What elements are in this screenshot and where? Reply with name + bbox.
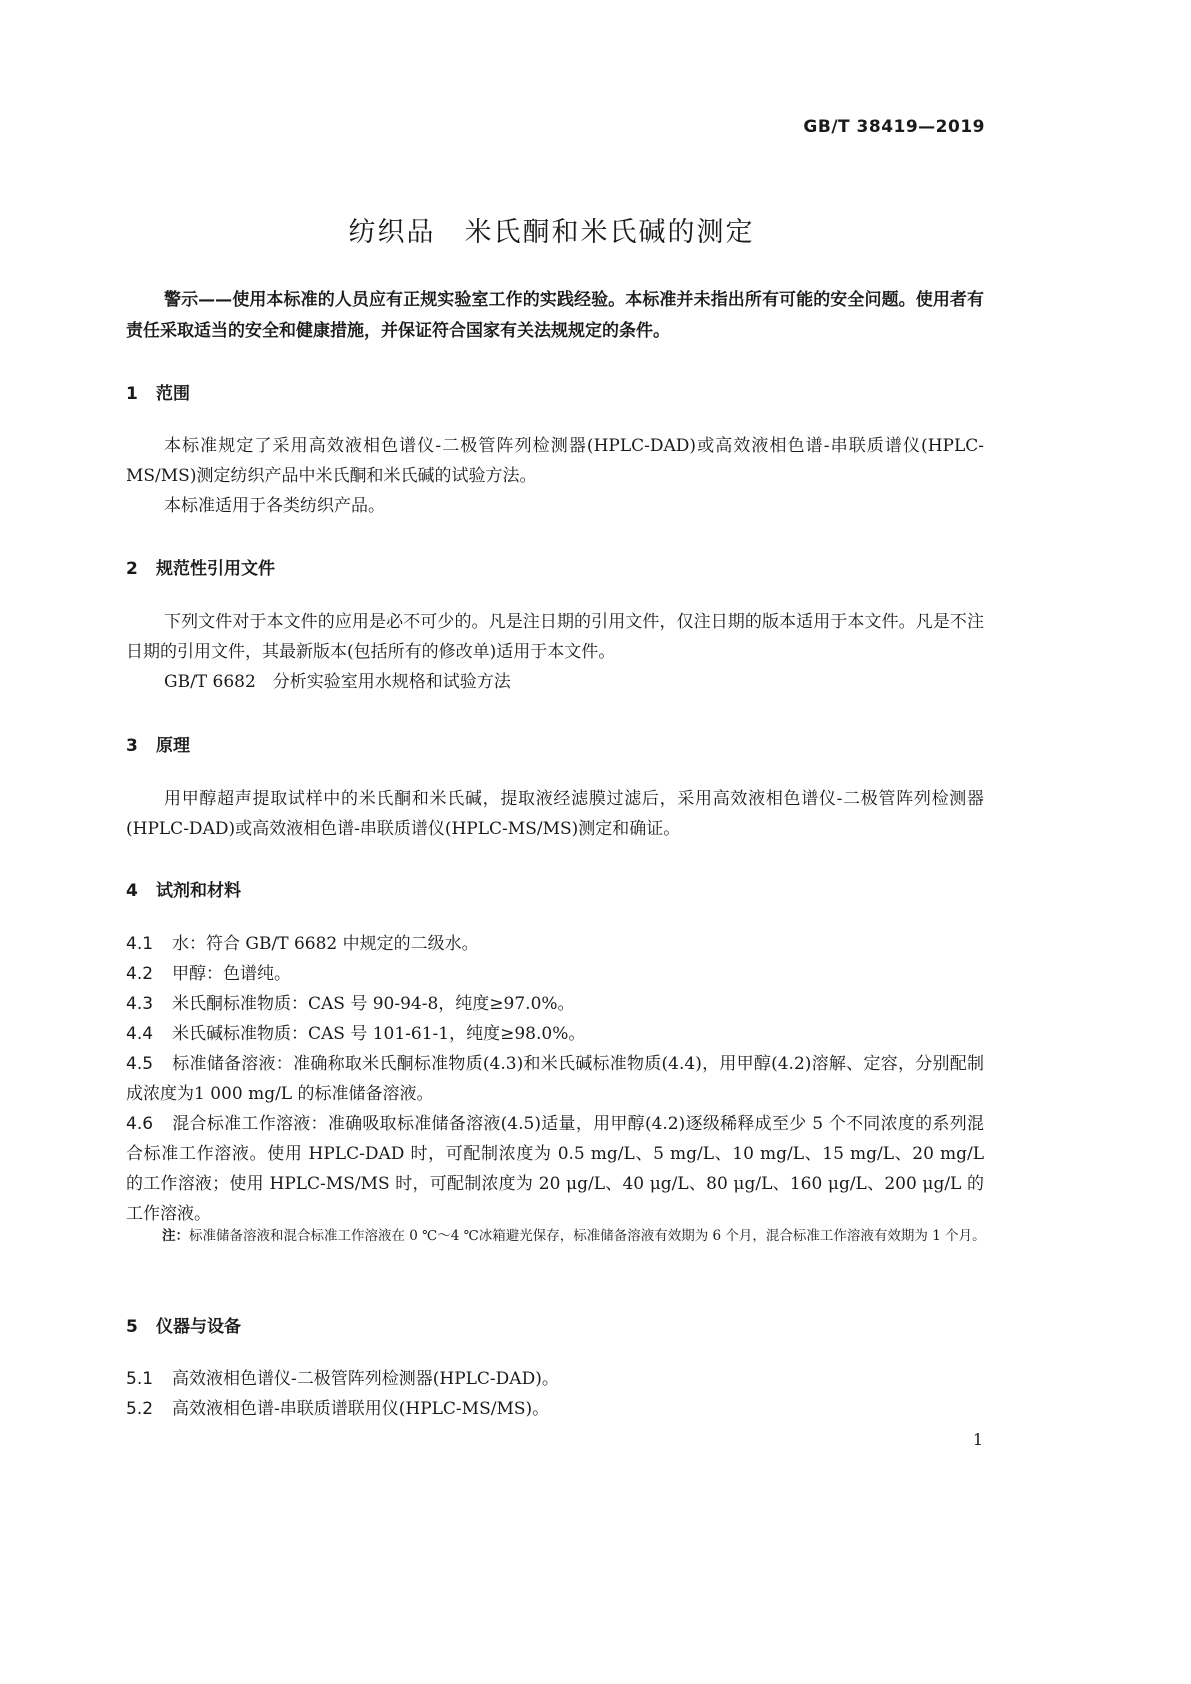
section-number: 3: [126, 736, 138, 756]
section-5-body: [126, 1364, 984, 1424]
section-number: 2: [126, 559, 138, 579]
section-2-body: [126, 607, 984, 697]
paragraph: 下列文件对于本文件的应用是必不可少的。凡是注日期的引用文件，仅注日期的版本适用于本文件。凡是不注日期的引用文件，其最新版本(包括所有的修改单)适用于本文件。: [126, 612, 984, 662]
item-number: 4.3: [126, 994, 154, 1014]
item-text: 米氏酮标准物质：CAS 号 90-94-8，纯度≥97.0%。: [172, 994, 575, 1014]
list-item: [126, 1364, 984, 1394]
section-1-body: [126, 431, 984, 521]
item-text: 水：符合 GB/T 6682 中规定的二级水。: [172, 934, 479, 954]
section-heading-5: [126, 1312, 241, 1337]
document-title: 纺织品 米氏酮和米氏碱的测定: [348, 217, 755, 248]
note-label: 注：: [162, 1228, 189, 1244]
list-item: [126, 989, 984, 1019]
item-number: 4.5: [126, 1054, 154, 1074]
section-heading-2: [126, 554, 275, 579]
item-number: 4.2: [126, 964, 154, 984]
section-number: 5: [126, 1317, 138, 1337]
item-text: 甲醇：色谱纯。: [172, 964, 291, 984]
item-number: 5.2: [126, 1399, 154, 1419]
item-text: 混合标准工作溶液：准确吸取标准储备溶液(4.5)适量，用甲醇(4.2)逐级稀释成至少 5 个不同浓度的系列混合标准工作溶液。使用 HPLC-DAD 时，可配制浓度为 0.5 mg/L、5 mg/L、10 mg/L、15 mg/L、20 mg/L 的工作溶液；使用 HPLC-MS/MS 时，可配制浓度为 20 μg/L、40 μg/L、80 μg/L、160 μg/L、200 μg/L 的工作溶液。: [126, 1114, 984, 1224]
item-number: 4.1: [126, 934, 154, 954]
item-text: 米氏碱标准物质：CAS 号 101-61-1，纯度≥98.0%。: [172, 1024, 586, 1044]
warning-paragraph: 警示——使用本标准的人员应有正规实验室工作的实践经验。本标准并未指出所有可能的安全问题。使用者有责任采取适当的安全和健康措施，并保证符合国家有关法规规定的条件。: [126, 290, 984, 341]
section-3-body: [126, 784, 984, 844]
list-item: [126, 1019, 984, 1049]
section-number: 4: [126, 881, 138, 901]
item-number: 5.1: [126, 1369, 154, 1389]
page-number: 1: [972, 1430, 983, 1449]
section-title: 原理: [156, 736, 190, 756]
section-4-body: [126, 929, 984, 1229]
item-text: 高效液相色谱-串联质谱联用仪(HPLC-MS/MS)。: [172, 1399, 550, 1419]
section-title: 仪器与设备: [156, 1317, 241, 1337]
list-item: [126, 959, 984, 989]
list-item: [126, 929, 984, 959]
item-text: 高效液相色谱仪-二极管阵列检测器(HPLC-DAD)。: [172, 1369, 559, 1389]
item-number: 4.4: [126, 1024, 154, 1044]
paragraph: 本标准适用于各类纺织产品。: [164, 496, 385, 516]
list-item: [126, 1049, 984, 1109]
section-heading-4: [126, 876, 241, 901]
section-title: 范围: [156, 384, 190, 404]
standard-number: GB/T 38419—2019: [803, 117, 985, 137]
paragraph: 本标准规定了采用高效液相色谱仪-二极管阵列检测器(HPLC-DAD)或高效液相色谱-串联质谱仪(HPLC-MS/MS)测定纺织产品中米氏酮和米氏碱的试验方法。: [126, 436, 984, 486]
list-item: [126, 1109, 984, 1229]
section-number: 1: [126, 384, 138, 404]
item-number: 4.6: [126, 1114, 154, 1134]
section-title: 规范性引用文件: [156, 559, 275, 579]
normative-reference: GB/T 6682 分析实验室用水规格和试验方法: [164, 672, 511, 692]
note: [162, 1224, 1012, 1249]
section-heading-1: [126, 379, 190, 404]
list-item: [126, 1394, 984, 1424]
section-title: 试剂和材料: [156, 881, 241, 901]
item-text: 标准储备溶液：准确称取米氏酮标准物质(4.3)和米氏碱标准物质(4.4)，用甲醇(4.2)溶解、定容，分别配制成浓度为1 000 mg/L 的标准储备溶液。: [126, 1054, 984, 1104]
note-text: 标准储备溶液和混合标准工作溶液在 0 ℃～4 ℃冰箱避光保存，标准储备溶液有效期为 6 个月，混合标准工作溶液有效期为 1 个月。: [189, 1228, 986, 1244]
paragraph: 用甲醇超声提取试样中的米氏酮和米氏碱，提取液经滤膜过滤后，采用高效液相色谱仪-二极管阵列检测器(HPLC-DAD)或高效液相色谱-串联质谱仪(HPLC-MS/MS)测定和确证。: [126, 789, 984, 839]
section-heading-3: [126, 731, 190, 756]
